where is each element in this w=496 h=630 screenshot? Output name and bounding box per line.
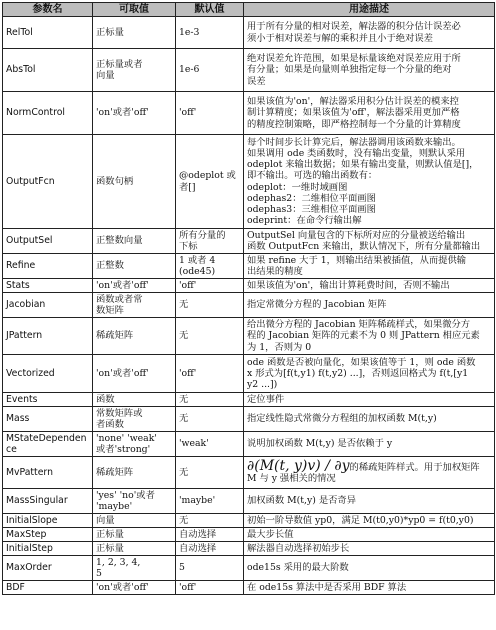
param-name: Jacobian [3,293,93,318]
param-name: MvPattern [3,457,93,489]
param-default: 无 [176,393,244,407]
param-default: @odeplot 或 者[] [176,135,244,229]
param-description: 指定常微分方程的 Jacobian 矩阵 [244,293,495,318]
table-row [3,293,495,318]
param-values: 'on'或者'off' [93,279,176,293]
table-row [3,318,495,355]
param-description: 最大步长值 [244,528,495,542]
param-values: 正标量 [93,17,176,49]
param-default: 1 或者 4 (ode45) [176,254,244,279]
table-row [3,254,495,279]
param-default: 无 [176,318,244,355]
header-param-name: 参数名 [3,3,93,17]
table-row [3,355,495,393]
param-values: 函数或者常 数矩阵 [93,293,176,318]
param-values: 常数矩阵或 者函数 [93,407,176,432]
param-values: 稀疏矩阵 [93,457,176,489]
param-default: 无 [176,457,244,489]
param-default: 自动选择 [176,542,244,556]
param-name: OutputFcn [3,135,93,229]
table-row [3,17,495,49]
header-description: 用途描述 [244,3,495,17]
param-name: BDF [3,581,93,595]
param-values: 'yes' 'no'或者 'maybe' [93,489,176,514]
partial-derivative-formula: ∂(M(t, y)v) / ∂y [247,457,350,474]
table-row [3,457,495,489]
param-name: RelTol [3,17,93,49]
param-values: 正整数向量 [93,229,176,254]
param-values: 稀疏矩阵 [93,318,176,355]
param-description: 初始一阶导数值 yp0，满足 M(t0,y0)*yp0 = f(t0,y0) [244,514,495,528]
table-row [3,514,495,528]
param-description: OutputSel 向量包含的下标所对应的分量被送给输出 函数 OutputFcn 来输出，默认情况下，所有分量都输出 [244,229,495,254]
param-default: 无 [176,407,244,432]
param-name: MaxStep [3,528,93,542]
param-name: MassSingular [3,489,93,514]
param-name: NormControl [3,92,93,135]
param-default: 'maybe' [176,489,244,514]
param-default: 5 [176,556,244,581]
table-row [3,432,495,457]
param-default: 'off' [176,581,244,595]
table-row [3,229,495,254]
param-description [244,457,495,489]
param-values: 函数句柄 [93,135,176,229]
table-row [3,393,495,407]
param-values: 'on'或者'off' [93,355,176,393]
param-name: InitialStep [3,542,93,556]
param-description: ode15s 采用的最大阶数 [244,556,495,581]
param-default: 'weak' [176,432,244,457]
table-row [3,279,495,293]
param-description: 如果该值为'on'，输出计算耗费时间，否则不输出 [244,279,495,293]
param-default: 'off' [176,92,244,135]
param-name: MaxOrder [3,556,93,581]
table-header-row [3,3,495,17]
param-values: 'on'或者'off' [93,92,176,135]
param-description: 每个时间步长计算完后，解法器调用该函数来输出。 如果调用 ode 类函数时，没有输出变量，则默认采用 odeplot 来输出数据；如果有输出变量，则默认值是[]， 即不输出。可选的输出函数有： odeplot：一维时域画图 odephas2：二维相位平面画图 odephas3：三维相位平面画图 odeprint：在命令行输出解 [244,135,495,229]
param-name: Stats [3,279,93,293]
param-default: 无 [176,514,244,528]
param-description: 定位事件 [244,393,495,407]
param-default: 1e-6 [176,49,244,92]
param-name: Refine [3,254,93,279]
param-values: 正标量 [93,528,176,542]
table-row [3,556,495,581]
table-row [3,135,495,229]
header-values: 可取值 [93,3,176,17]
param-description: 用于所有分量的相对误差，解法器的积分估计误差必 须小于相对误差与解的乘积并且小于绝对误差 [244,17,495,49]
param-name: JPattern [3,318,93,355]
param-description: 如果 refine 大于 1，则输出结果被插值，从而提供输 出结果的精度 [244,254,495,279]
param-description: 如果该值为'on'，解法器采用积分估计误差的模来控 制计算精度；如果该值为'off'，解法器采用更加严格 的精度控制策略，即严格控制每一个分量的计算精度 [244,92,495,135]
param-values: 正标量 [93,542,176,556]
param-name: Events [3,393,93,407]
table-row [3,489,495,514]
param-description: 绝对误差允许范围，如果是标量该绝对误差应用于所 有分量；如果是向量则单独指定每一个分量的绝对 误差 [244,49,495,92]
param-name: Mass [3,407,93,432]
param-name: InitialSlope [3,514,93,528]
header-default: 默认值 [176,3,244,17]
param-name: OutputSel [3,229,93,254]
param-values: 'none' 'weak' 或者'strong' [93,432,176,457]
param-name: Vectorized [3,355,93,393]
table-row [3,92,495,135]
param-description: 说明加权函数 M(t,y) 是否依赖于 y [244,432,495,457]
param-values: 正标量或者 向量 [93,49,176,92]
param-values: 1, 2, 3, 4, 5 [93,556,176,581]
param-values: 向量 [93,514,176,528]
param-description: 在 ode15s 算法中是否采用 BDF 算法 [244,581,495,595]
param-description: 给出微分方程的 Jacobian 矩阵稀疏样式，如果微分方 程的 Jacobian 矩阵的元素不为 0 则 JPattern 相应元素 为 1，否则为 0 [244,318,495,355]
param-default: 所有分量的 下标 [176,229,244,254]
param-name: AbsTol [3,49,93,92]
pattern-description: 的稀疏矩阵样式。用于加权矩阵 M 与 y 强相关的情况 [247,461,480,484]
param-default: 'off' [176,279,244,293]
table-row [3,581,495,595]
table-row [3,49,495,92]
parameter-table [2,2,495,595]
param-values: 'on'或者'off' [93,581,176,595]
param-description: ode 函数是否被向量化，如果该值等于 1，则 ode 函数 x 形式为[f(t,y1) f(t,y2) ...]，否则返回格式为 f(t,[y1 y2 ...]) [244,355,495,393]
param-description: 指定线性隐式常微分方程组的加权函数 M(t,y) [244,407,495,432]
param-values: 函数 [93,393,176,407]
param-description: 加权函数 M(t,y) 是否奇异 [244,489,495,514]
param-default: 1e-3 [176,17,244,49]
table-row [3,407,495,432]
param-name: MStateDependence [3,432,93,457]
param-values: 正整数 [93,254,176,279]
table-row [3,542,495,556]
param-description: 解法器自动选择初始步长 [244,542,495,556]
param-default: 'off' [176,355,244,393]
param-default: 无 [176,293,244,318]
param-default: 自动选择 [176,528,244,542]
table-row [3,528,495,542]
